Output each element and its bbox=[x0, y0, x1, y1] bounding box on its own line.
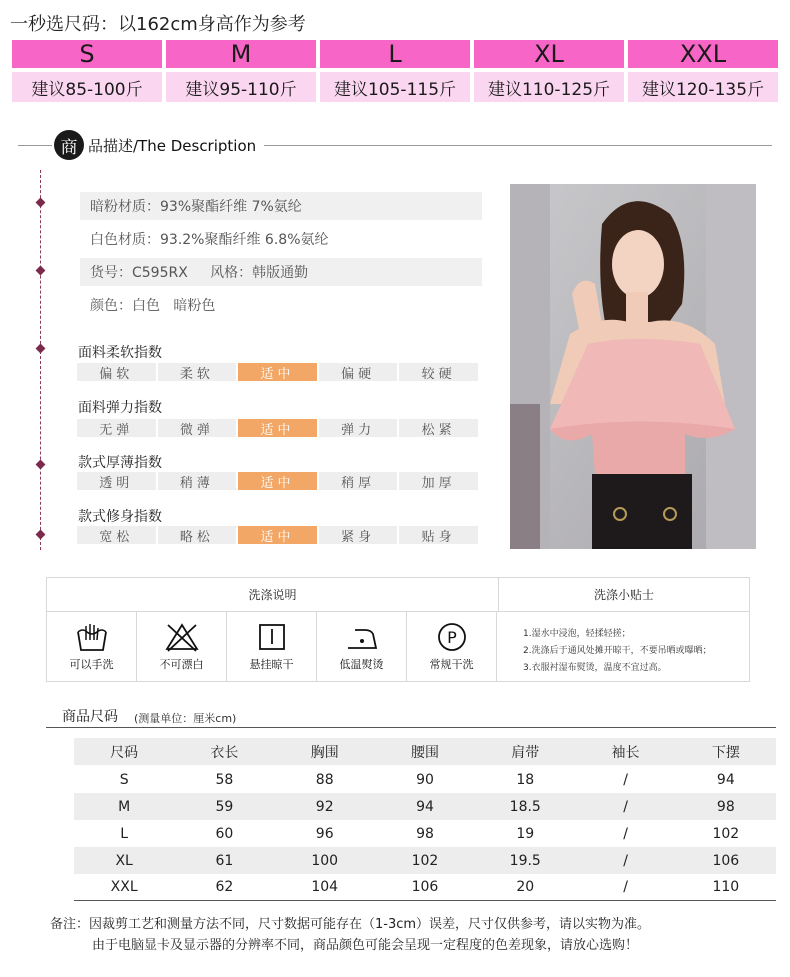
table-header-cell: 腰围 bbox=[410, 744, 439, 761]
wash-item bbox=[47, 612, 137, 682]
low-iron-icon bbox=[345, 622, 379, 652]
table-cell: 58 bbox=[215, 771, 234, 788]
description-title: 品描述/The Description bbox=[88, 137, 257, 155]
softness-index bbox=[77, 363, 478, 381]
index-option-active: 适中 bbox=[238, 419, 317, 437]
index-title: 面料柔软指数 bbox=[78, 345, 162, 361]
wash-label: 不可漂白 bbox=[159, 658, 204, 671]
index-option: 较硬 bbox=[399, 363, 478, 381]
note-line: 由于电脑显卡及显示器的分辨率不同，商品颜色可能会呈现一定程度的色差现象，请放心选购！ bbox=[92, 938, 639, 953]
divider bbox=[46, 727, 776, 728]
washing-tips-header: 洗涤小贴士 bbox=[499, 578, 749, 612]
table-cell: 106 bbox=[712, 852, 740, 869]
wash-label: 可以手洗 bbox=[69, 658, 114, 671]
table-row bbox=[74, 766, 776, 793]
table-cell: 100 bbox=[311, 852, 339, 869]
index-title: 款式修身指数 bbox=[78, 509, 162, 525]
index-option: 稍厚 bbox=[319, 472, 398, 490]
size-recommendation: 建议120-135斤 bbox=[626, 70, 780, 104]
diamond-marker bbox=[36, 530, 46, 540]
material-info-white: 白色材质：93.2%聚酯纤维 6.8%氨纶 bbox=[90, 232, 329, 248]
index-title: 款式厚薄指数 bbox=[78, 455, 162, 471]
size-label: XXL bbox=[626, 38, 780, 70]
description-badge: 商 bbox=[54, 130, 84, 160]
diamond-marker bbox=[36, 460, 46, 470]
product-photo bbox=[510, 184, 756, 549]
table-cell: 18.5 bbox=[509, 798, 541, 815]
index-option: 略松 bbox=[158, 526, 237, 544]
table-cell: 92 bbox=[315, 798, 334, 815]
wash-label: 常规干洗 bbox=[429, 658, 474, 671]
size-label: L bbox=[318, 38, 472, 70]
dry-clean-icon bbox=[435, 622, 469, 652]
svg-text:P: P bbox=[446, 628, 457, 647]
no-bleach-icon bbox=[165, 622, 199, 652]
washing-tip: 2.洗涤后于通风处摊开晾干，不要吊晒或曝晒； bbox=[523, 646, 712, 656]
table-row bbox=[74, 820, 776, 847]
table-row bbox=[74, 847, 776, 874]
index-option: 无弹 bbox=[77, 419, 156, 437]
table-cell: XL bbox=[115, 852, 133, 869]
table-header-cell: 尺码 bbox=[110, 744, 139, 761]
table-cell: / bbox=[623, 825, 628, 842]
index-option: 微弹 bbox=[158, 419, 237, 437]
table-header-row bbox=[74, 738, 776, 765]
fit-index bbox=[77, 526, 478, 544]
table-header-cell: 肩带 bbox=[511, 744, 540, 761]
table-cell: 98 bbox=[716, 798, 735, 815]
size-table-unit: (测量单位：厘米cm) bbox=[134, 712, 237, 725]
index-option-active: 适中 bbox=[238, 363, 317, 381]
index-option: 贴身 bbox=[399, 526, 478, 544]
wash-label: 低温熨烫 bbox=[339, 658, 384, 671]
index-option-active: 适中 bbox=[238, 472, 317, 490]
index-option-active: 适中 bbox=[238, 526, 317, 544]
table-cell: 19 bbox=[516, 825, 535, 842]
index-option: 偏硬 bbox=[319, 363, 398, 381]
thickness-index bbox=[77, 472, 478, 490]
size-recommendation: 建议95-110斤 bbox=[164, 70, 318, 104]
note-line: 备注：因裁剪工艺和测量方法不同，尺寸数据可能存在（1-3cm）误差，尺寸仅供参考，请以实物为准。 bbox=[50, 917, 651, 932]
index-option: 紧身 bbox=[319, 526, 398, 544]
table-cell: 94 bbox=[416, 798, 434, 815]
table-cell: 18 bbox=[516, 771, 535, 788]
table-cell: / bbox=[623, 798, 628, 815]
table-cell: / bbox=[623, 852, 628, 869]
table-row bbox=[74, 793, 776, 820]
index-option: 加厚 bbox=[399, 472, 478, 490]
diamond-marker bbox=[36, 198, 46, 208]
index-option: 稍薄 bbox=[158, 472, 237, 490]
size-recommendation: 建议85-100斤 bbox=[10, 70, 164, 104]
table-cell: 102 bbox=[411, 852, 439, 869]
diamond-marker bbox=[36, 344, 46, 354]
size-label: M bbox=[164, 38, 318, 70]
table-header-cell: 胸围 bbox=[310, 744, 339, 761]
washing-panel bbox=[46, 577, 750, 682]
color-info: 颜色：白色 暗粉色 bbox=[90, 298, 216, 314]
table-cell: 88 bbox=[315, 771, 334, 788]
washing-tip: 1.湿水中浸泡，轻揉轻搓； bbox=[523, 629, 631, 639]
table-cell: 61 bbox=[215, 852, 234, 869]
index-option: 松紧 bbox=[399, 419, 478, 437]
table-cell: 62 bbox=[215, 879, 234, 895]
item-number-style: 货号：C595RX 风格：韩版通勤 bbox=[80, 258, 482, 286]
divider bbox=[264, 145, 772, 146]
table-cell: 60 bbox=[215, 825, 234, 842]
timeline-dash bbox=[40, 170, 41, 550]
table-header-cell: 衣长 bbox=[210, 744, 239, 761]
table-cell: 96 bbox=[315, 825, 334, 842]
table-cell: 20 bbox=[516, 879, 535, 895]
table-cell: 94 bbox=[716, 771, 735, 788]
size-label: XL bbox=[472, 38, 626, 70]
index-option: 透明 bbox=[77, 472, 156, 490]
wash-item bbox=[137, 612, 227, 682]
table-cell: / bbox=[623, 879, 628, 895]
table-cell: XXL bbox=[110, 879, 138, 895]
wash-item bbox=[317, 612, 407, 682]
wash-item bbox=[407, 612, 497, 682]
table-cell: 106 bbox=[411, 879, 439, 895]
table-header-cell: 袖长 bbox=[611, 744, 640, 761]
washing-header: 洗涤说明 bbox=[47, 578, 499, 612]
index-option: 宽松 bbox=[77, 526, 156, 544]
quick-size-grid bbox=[10, 38, 780, 104]
wash-item bbox=[227, 612, 317, 682]
table-cell: S bbox=[119, 771, 129, 788]
table-cell: 104 bbox=[311, 879, 339, 895]
washing-tip: 3.衣服衬湿布熨烫，温度不宜过高。 bbox=[523, 663, 667, 673]
index-title: 面料弹力指数 bbox=[78, 400, 162, 416]
divider bbox=[18, 145, 52, 146]
size-table-title: 商品尺码 bbox=[62, 709, 118, 725]
index-option: 偏软 bbox=[77, 363, 156, 381]
table-cell: 90 bbox=[416, 771, 434, 788]
size-guide-title: 一秒选尺码：以162cm身高作为参考 bbox=[10, 14, 306, 35]
table-cell: 102 bbox=[712, 825, 740, 842]
hang-dry-icon bbox=[255, 622, 289, 652]
table-cell: 98 bbox=[416, 825, 434, 842]
diamond-marker bbox=[36, 266, 46, 276]
table-header-cell: 下摆 bbox=[711, 744, 740, 761]
table-cell: M bbox=[118, 798, 131, 815]
table-cell: L bbox=[120, 825, 129, 842]
table-cell: 59 bbox=[215, 798, 234, 815]
table-row bbox=[74, 874, 776, 901]
table-cell: 19.5 bbox=[509, 852, 541, 869]
size-recommendation: 建议105-115斤 bbox=[318, 70, 472, 104]
index-option: 柔软 bbox=[158, 363, 237, 381]
material-info-pink: 暗粉材质：93%聚酯纤维 7%氨纶 bbox=[80, 192, 482, 220]
table-cell: / bbox=[623, 771, 628, 788]
hand-wash-icon bbox=[75, 622, 109, 652]
index-option: 弹力 bbox=[319, 419, 398, 437]
table-cell: 110 bbox=[712, 879, 740, 895]
size-recommendation: 建议110-125斤 bbox=[472, 70, 626, 104]
wash-label: 悬挂晾干 bbox=[249, 658, 294, 671]
elasticity-index bbox=[77, 419, 478, 437]
size-label: S bbox=[10, 38, 164, 70]
